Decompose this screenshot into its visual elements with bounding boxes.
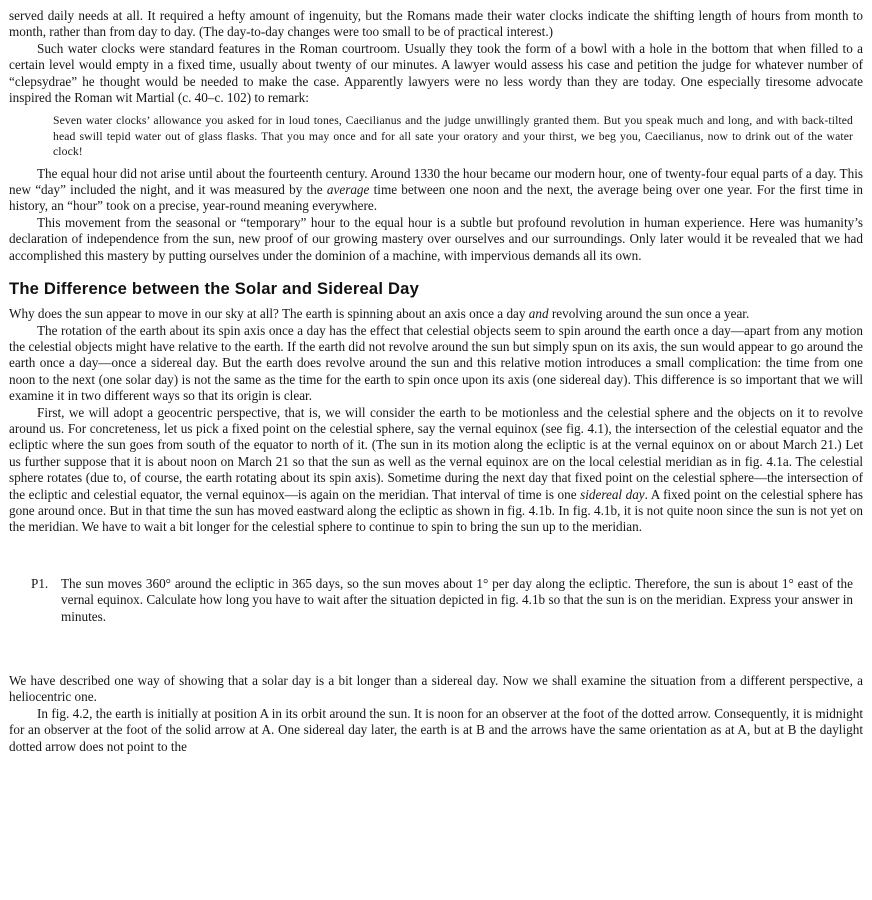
figure-gap (9, 625, 863, 673)
paragraph-earth-rotation: The rotation of the earth about its spin axis once a day has the effect that celestial objects seem to spin around the earth once a day—apart from any motion the celestial objects might have relative to the earth. If the earth did not revolve around the sun but simply spun on its axis, the sun would appear to go around the earth once a day—once a sidereal day. But the earth does revolve around the sun and this relative motion introduces a small complication: the time from one noon to the next (one solar day) is not the same as the time for the earth to spin once upon its axis (one sidereal day). This difference is so important that we will examine it in two different ways so that its origin is clear. (9, 322, 863, 404)
block-quote-martial: Seven water clocks’ allowance you asked for in loud tones, Caecilianus and the judge unwillingly granted them. But you speak much and long, and with back-tilted head swill tepid water out of glass flasks. That you may once and for all sate your oratory and your thirst, we beg you, Caecilianus, now to drink out of the water clock! (53, 114, 853, 159)
paragraph-geocentric-perspective: First, we will adopt a geocentric perspective, that is, we will consider the earth to be motionless and the celestial sphere and the objects on it to revolve around us. For concreteness, let us pick a fixed point on the celestial sphere, say the vernal equinox (see fig. 4.1), the intersection of the celestial equator and the ecliptic where the sun goes from south of the equator to north of it. (The sun in its motion along the ecliptic is at the vernal equinox on or about March 21.) Let us further suppose that it is about noon on March 21 so that the sun as well as the vernal equinox are on the local celestial meridian as in fig. 4.1a. The celestial sphere rotates (due to, of course, the earth rotating about its spin axis). Sometime during the next day that fixed point on the celestial sphere—the intersection of the ecliptic and celestial equator, the vernal equinox—is again on the meridian. That interval of time is one sidereal day. A fixed point on the celestial sphere has gone around once. But in that time the sun has moved eastward along the ecliptic as shown in fig. 4.1b. In fig. 4.1b, it is not quite noon since the sun is not yet on the meridian. We have to wait a bit longer for the celestial sphere to continue to spin to bring the sun up to the meridian. (9, 404, 863, 535)
problem-text: The sun moves 360° around the ecliptic in 365 days, so the sun moves about 1° per day along the ecliptic. Therefore, the sun is about 1° east of the vernal equinox. Calculate how long you have to wait after the situation depicted in fig. 4.1b so that the sun is on the meridian. Express your answer in minutes. (61, 575, 853, 624)
paragraph-why-sun-moves: Why does the sun appear to move in our sky at all? The earth is spinning about an axis once a day and revolving around the sun once a year. (9, 306, 750, 322)
paragraph-equal-hour: The equal hour did not arise until about the fourteenth century. Around 1330 the hour became our modern hour, one of twenty-four equal parts of a day. This new “day” included the night, and it was measured by the average time between one noon and the next, the average being over one year. For the first time in history, an “hour” took on a precise, year-round meaning everywhere. (9, 165, 863, 214)
paragraph-temporary-hour: This movement from the seasonal or “temporary” hour to the equal hour is a subtle but profound revolution in human experience. Here was humanity’s declaration of independence from the sun, new proof of our growing mastery over ourselves and our surroundings. Only later would it be revealed that we had accomplished this mastery by putting ourselves under the dominion of a machine, with impervious demands all its own. (9, 214, 863, 263)
paragraph-solar-day-longer: We have described one way of showing that a solar day is a bit longer than a sidereal day. Now we shall examine the situation from a different perspective, a heliocentric one. (9, 673, 863, 705)
paragraph-roman-courtroom: Such water clocks were standard features in the Roman courtroom. Usually they took the form of a bowl with a hole in the bottom that when filled to a certain level would empty in a fixed time, usually about twenty of our minutes. A lawyer would assess his case and petition the judge for whatever number of “clepsydrae” he thought would be needed to make the case. Apparently lawyers were no less wordy than they are today. One especially tiresome advocate inspired the Roman wit Martial (c. 40–c. 102) to remark: (9, 40, 863, 106)
paragraph-heliocentric-fig42: In fig. 4.2, the earth is initially at position A in its orbit around the sun. It is noon for an observer at the foot of the dotted arrow. Consequently, it is midnight for an observer at the foot of the solid arrow at A. One sidereal day later, the earth is at B and the arrows have the same orientation as at A, but at B the daylight dotted arrow does not point to the (9, 705, 863, 754)
problem-label: P1. (31, 575, 49, 591)
section-heading: The Difference between the Solar and Sidereal Day (9, 279, 420, 299)
problem-p1 (31, 576, 853, 625)
paragraph-water-clocks-continued: served daily needs at all. It required a hefty amount of ingenuity, but the Romans made their water clocks indicate the shifting length of hours from month to month, rather than from day to day. (The day-to-day changes were too small to be of practical interest.) (9, 8, 863, 40)
